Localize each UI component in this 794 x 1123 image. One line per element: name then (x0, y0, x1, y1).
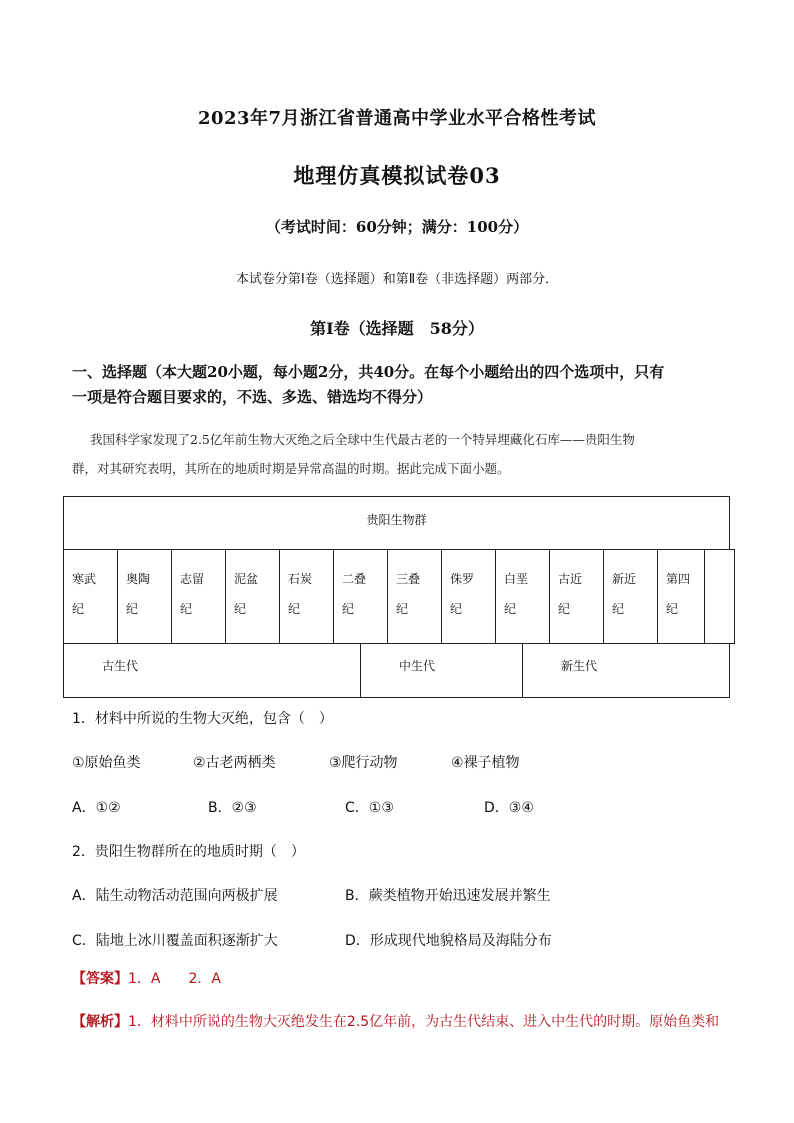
question-2-stem: 2．贵阳生物群所在的地质时期（ ） (72, 844, 305, 860)
analysis-text: 1．材料中所说的生物大灭绝发生在2.5亿年前，为古生代结束、进入中生代的时期。原始鱼类和 (128, 1014, 720, 1030)
q1-option-d: D．③④ (484, 800, 534, 816)
period-cell: 侏罗 纪 (441, 550, 495, 643)
answer-line (72, 968, 221, 988)
q1-item: ②古老两栖类 (193, 755, 276, 771)
material-line1: 我国科学家发现了2.5亿年前生物大灭绝之后全球中生代最古老的一个特异埋藏化石库——贵阳生物 (90, 432, 635, 447)
analysis-line (72, 1011, 719, 1031)
period-cell: 新近 纪 (603, 550, 657, 643)
era-cell: 新生代 (561, 659, 598, 673)
q1-option-c: C．①③ (345, 800, 394, 816)
section-heading-line2: 一项是符合题目要求的，不选、多选、错选均不得分） (72, 388, 433, 406)
question-1-stem: 1．材料中所说的生物大灭绝，包含（ ） (72, 711, 333, 727)
table-caption: 贵阳生物群 (366, 513, 427, 527)
q2-option-d: D．形成现代地貌格局及海陆分布 (345, 933, 552, 949)
q2-option-a: A．陆生动物活动范围向两极扩展 (72, 888, 278, 904)
period-cell: 奥陶 纪 (117, 550, 171, 643)
period-cell: 二叠 纪 (333, 550, 387, 643)
period-cell: 第四 纪 (657, 550, 704, 643)
table-era-row (63, 643, 730, 698)
paper-intro: 本试卷分第Ⅰ卷（选择题）和第Ⅱ卷（非选择题）两部分． (235, 272, 559, 287)
q2-option-b: B．蕨类植物开始迅速发展并繁生 (345, 888, 551, 904)
q1-option-a: A．①② (72, 800, 121, 816)
era-cell: 中生代 (361, 643, 523, 697)
exam-time-info: （考试时间：60分钟；满分：100分） (265, 218, 529, 236)
analysis-label: 【解析】 (72, 1014, 128, 1030)
period-cell-empty (704, 550, 735, 643)
q1-option-b: B．②③ (208, 800, 257, 816)
paper-title: 地理仿真模拟试卷03 (293, 163, 501, 188)
section-heading-line1: 一、选择题（本大题20小题，每小题2分，共40分。在每个小题给出的四个选项中，只有 (72, 363, 665, 381)
q1-item: ③爬行动物 (329, 755, 398, 771)
period-cell: 寒武 纪 (63, 550, 117, 643)
period-cell: 石炭 纪 (279, 550, 333, 643)
period-cell: 志留 纪 (171, 550, 225, 643)
volume-title: 第Ⅰ卷（选择题 58分） (310, 319, 484, 338)
era-cell: 古生代 (64, 643, 361, 697)
table-caption-row (63, 496, 730, 550)
answer-text: 1．A 2．A (128, 971, 221, 987)
material-line2: 群，对其研究表明，其所在的地质时期是异常高温的时期。据此完成下面小题。 (72, 461, 510, 476)
period-cell: 古近 纪 (549, 550, 603, 643)
table-period-row (63, 549, 735, 644)
q2-option-c: C．陆地上冰川覆盖面积逐渐扩大 (72, 933, 278, 949)
period-cell: 白垩 纪 (495, 550, 549, 643)
answer-label: 【答案】 (72, 971, 128, 987)
q1-item: ④裸子植物 (451, 755, 520, 771)
period-cell: 三叠 纪 (387, 550, 441, 643)
exam-title: 2023年7月浙江省普通高中学业水平合格性考试 (197, 108, 597, 129)
period-cell: 泥盆 纪 (225, 550, 279, 643)
q1-item: ①原始鱼类 (72, 755, 141, 771)
